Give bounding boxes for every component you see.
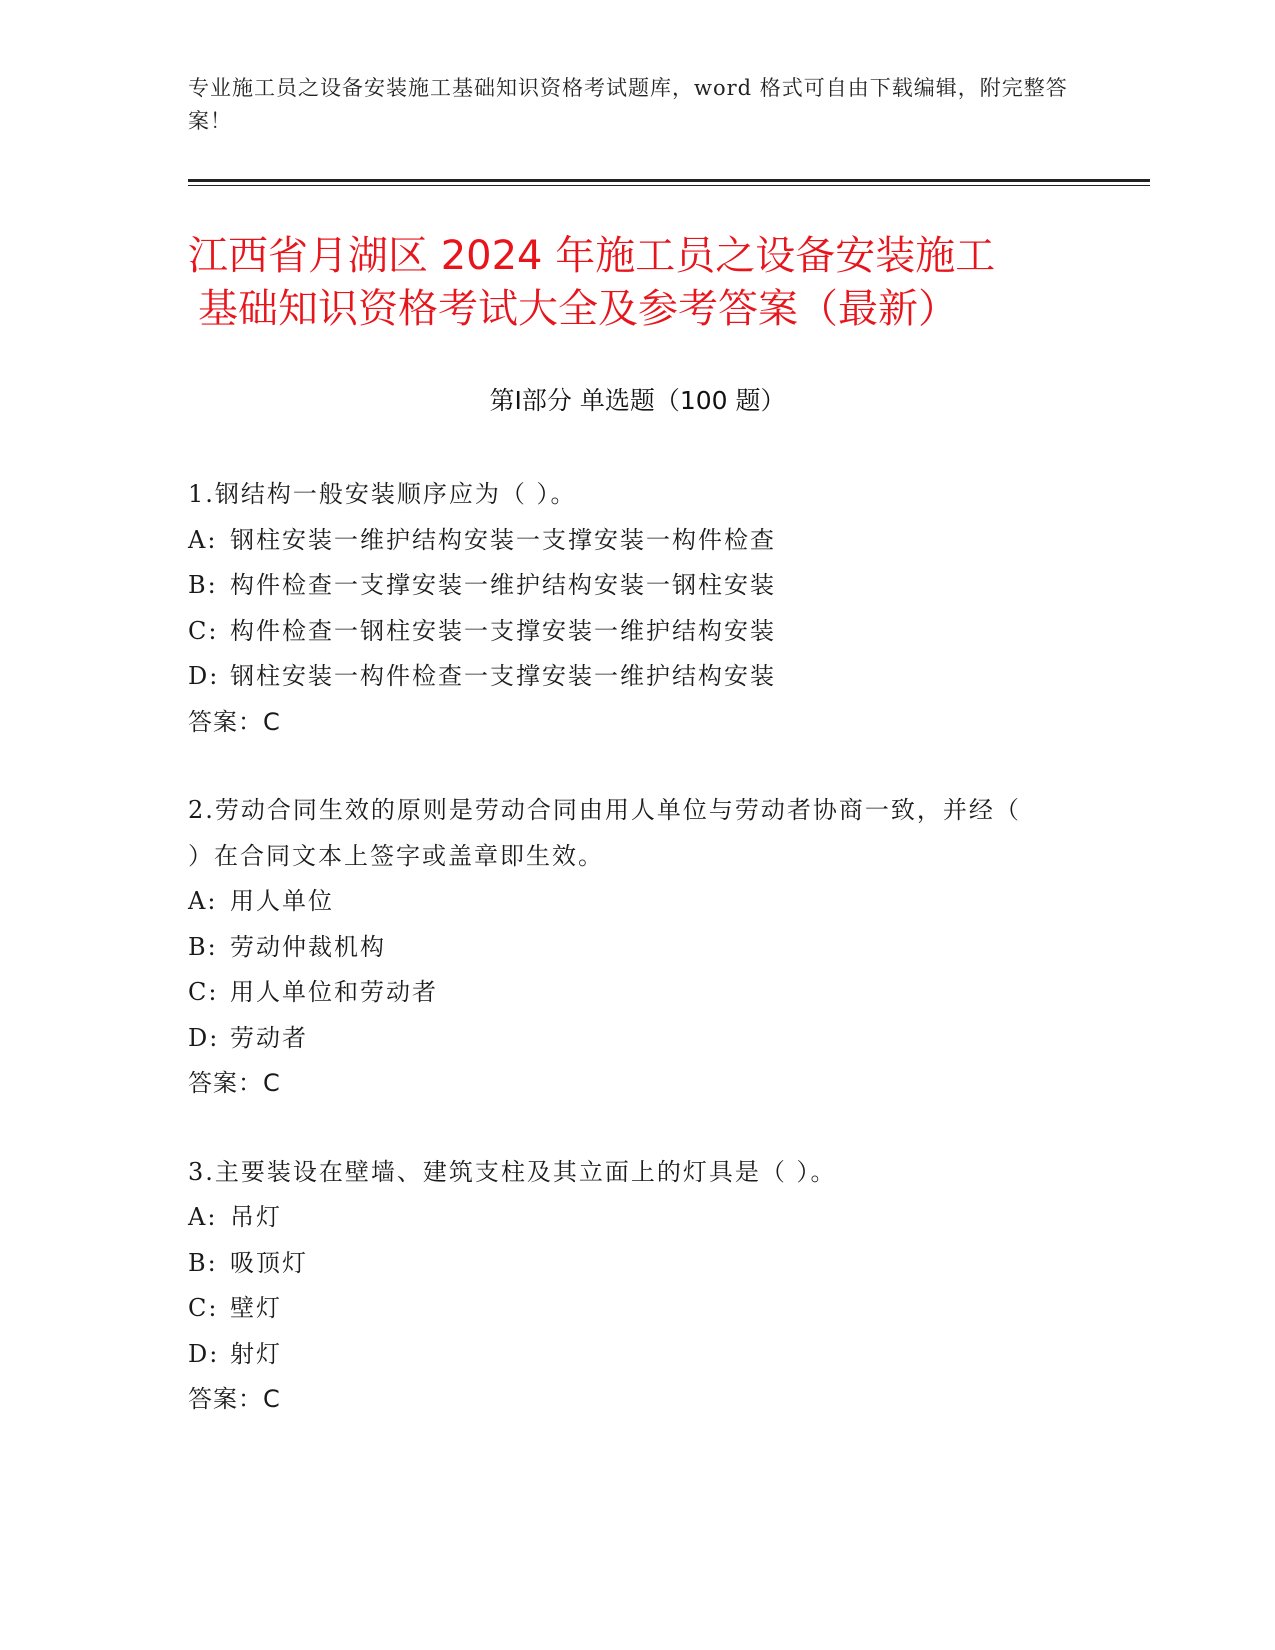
question-stem: 3.主要装设在壁墙、建筑支柱及其立面上的灯具是（ ）。 — [188, 1157, 837, 1186]
option-key: B: — [188, 1248, 218, 1277]
question-stem: 1.钢结构一般安装顺序应为（ ）。 — [188, 480, 577, 508]
option-a — [188, 879, 1088, 925]
option-b — [188, 563, 1088, 609]
header-divider-thin — [188, 185, 1150, 186]
option-b — [188, 1241, 1088, 1287]
option-d — [188, 654, 1088, 700]
option-key: C: — [188, 978, 219, 1006]
option-c — [188, 970, 1088, 1016]
option-key: D: — [188, 1339, 220, 1368]
option-text: 构件检查一钢柱安装一支撑安装一维护结构安装 — [230, 616, 776, 645]
document-title — [188, 230, 1088, 336]
option-c — [188, 609, 1088, 655]
option-text: 钢柱安装一构件检查一支撑安装一维护结构安装 — [230, 662, 776, 690]
option-text: 用人单位 — [230, 887, 334, 915]
option-c — [188, 1286, 1088, 1332]
option-text: 用人单位和劳动者 — [230, 978, 438, 1006]
document-title-line-1: 江西省月湖区 2024 年施工员之设备安装施工 — [188, 233, 996, 279]
answer-line: 答案：C — [188, 1385, 281, 1413]
option-text: 钢柱安装一维护结构安装一支撑安装一构件检查 — [230, 525, 776, 554]
option-key: D: — [188, 662, 220, 690]
answer-line: 答案：C — [188, 707, 281, 736]
section-heading: 第Ⅰ部分 单选题（100 题） — [489, 386, 786, 415]
question-stem: 2.劳动合同生效的原则是劳动合同由用人单位与劳动者协商一致，并经（ ）在合同文本上签字或盖章即生效。 — [188, 796, 1021, 870]
option-text: 射灯 — [230, 1339, 282, 1368]
option-d — [188, 1332, 1088, 1378]
header-divider-thick — [188, 179, 1150, 182]
option-text: 劳动仲裁机构 — [230, 932, 386, 961]
option-key: C: — [188, 616, 219, 645]
option-key: A: — [188, 525, 218, 554]
question-1 — [188, 472, 1088, 745]
question-list — [188, 472, 1088, 1466]
option-key: D: — [188, 1023, 220, 1052]
option-text: 构件检查一支撑安装一维护结构安装一钢柱安装 — [230, 571, 776, 599]
option-text: 吊灯 — [230, 1203, 282, 1231]
option-a — [188, 518, 1088, 564]
option-text: 吸顶灯 — [230, 1248, 308, 1277]
question-3 — [188, 1150, 1088, 1423]
option-key: A: — [188, 887, 218, 915]
question-2 — [188, 788, 1088, 1107]
header-note: 专业施工员之设备安装施工基础知识资格考试题库，word 格式可自由下载编辑，附完整答案！ — [188, 76, 1068, 133]
option-key: A: — [188, 1203, 218, 1231]
option-a — [188, 1195, 1088, 1241]
option-text: 劳动者 — [230, 1023, 308, 1052]
document-title-line-2: 基础知识资格考试大全及参考答案（最新） — [198, 286, 958, 332]
option-key: B: — [188, 932, 218, 961]
answer-line: 答案：C — [188, 1069, 281, 1097]
option-text: 壁灯 — [230, 1294, 282, 1322]
option-b — [188, 925, 1088, 971]
option-key: B: — [188, 571, 218, 599]
option-key: C: — [188, 1294, 219, 1322]
option-d — [188, 1016, 1088, 1062]
